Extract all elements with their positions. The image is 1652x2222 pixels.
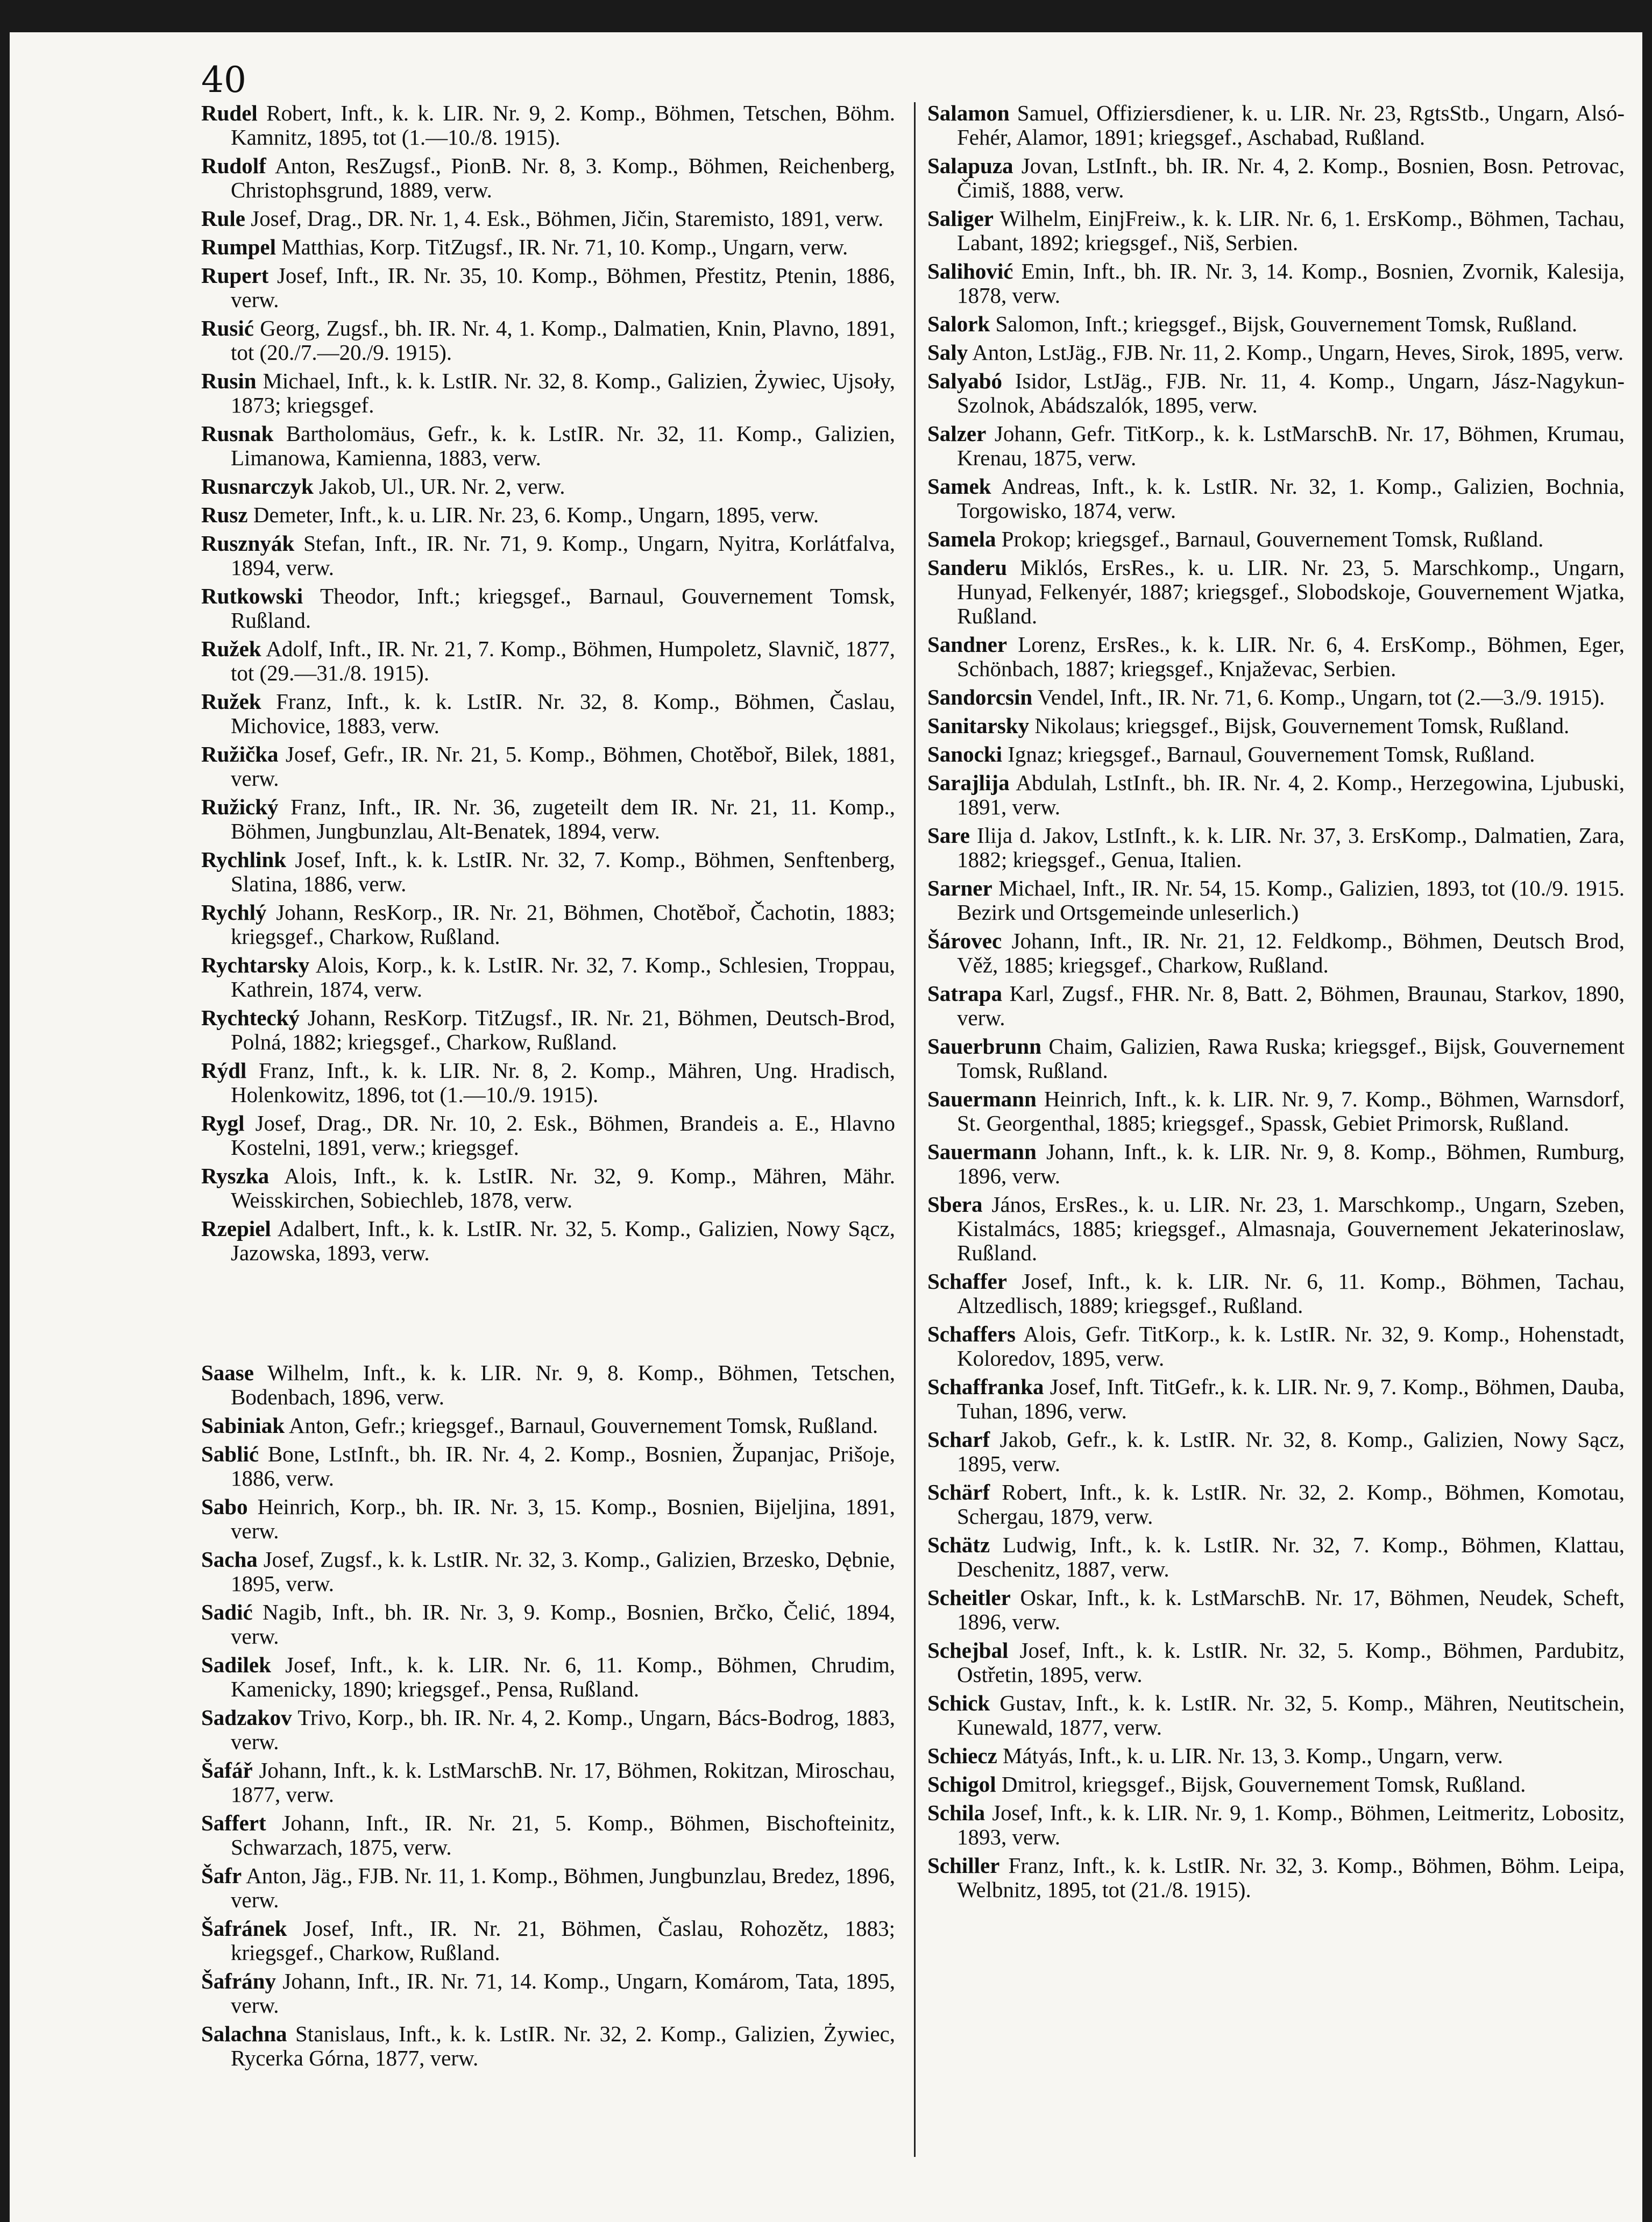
register-entry [927, 312, 1625, 336]
entry-surname: Saly [927, 340, 968, 365]
entry-details: Nikolaus; kriegsgef., Bijsk, Gouvernement Tomsk, Rußland. [1029, 713, 1570, 738]
entry-surname: Šárovec [927, 928, 1002, 953]
entry-surname: Rusin [201, 368, 257, 393]
entry-surname: Sare [927, 823, 970, 848]
entry-surname: Sandorcsin [927, 685, 1033, 709]
entry-surname: Sanocki [927, 742, 1002, 766]
entry-details: Theodor, Inft.; kriegsgef., Barnaul, Gouvernement Tomsk, Rußland. [231, 584, 895, 633]
entry-surname: Scheitler [927, 1585, 1011, 1610]
document-page [10, 32, 1642, 2222]
entry-details: Bone, LstInft., bh. IR. Nr. 4, 2. Komp., Bosnien, Županjac, Prišoje, 1886, verw. [231, 1442, 895, 1490]
entry-surname: Ružek [201, 689, 261, 714]
entry-details: Franz, Inft., IR. Nr. 36, zugeteilt dem IR. Nr. 21, 11. Komp., Böhmen, Jungbunzlau, Alt-Benatek, 1894, verw. [231, 794, 895, 843]
register-entry [927, 1269, 1625, 1318]
entry-surname: Rumpel [201, 235, 276, 259]
register-entry [201, 207, 895, 231]
entry-details: Salomon, Inft.; kriegsgef., Bijsk, Gouvernement Tomsk, Rußland. [990, 311, 1578, 336]
entry-surname: Rzepiel [201, 1216, 271, 1241]
entry-details: Franz, Inft., k. k. LIR. Nr. 8, 2. Komp., Mähren, Ung. Hradisch, Holenkowitz, 1896, tot (1.—10./9. 1915). [231, 1058, 895, 1107]
entry-surname: Salamon [927, 101, 1010, 125]
register-entry [927, 474, 1625, 523]
entry-details: Alois, Korp., k. k. LstIR. Nr. 32, 7. Komp., Schlesien, Troppau, Kathrein, 1874, verw. [231, 953, 895, 1002]
entry-surname: Šafránek [201, 1916, 287, 1941]
entry-details: Andreas, Inft., k. k. LstIR. Nr. 32, 1. Komp., Galizien, Bochnia, Torgowisko, 1874, verw. [957, 474, 1625, 523]
entry-details: Johann, ResKorp., IR. Nr. 21, Böhmen, Chotěboř, Čachotin, 1883; kriegsgef., Charkow, Rußland. [231, 900, 895, 949]
entry-details: Bartholomäus, Gefr., k. k. LstIR. Nr. 32, 11. Komp., Galizien, Limanowa, Kamienna, 1883, verw. [231, 421, 895, 470]
entry-surname: Rusznyák [201, 531, 295, 556]
register-entry [201, 1653, 895, 1701]
register-entry [201, 154, 895, 202]
entry-surname: Schiecz [927, 1743, 997, 1768]
register-entry [927, 1192, 1625, 1265]
entry-surname: Rusnarczyk [201, 474, 314, 499]
entry-surname: Samela [927, 527, 996, 551]
entry-details: Josef, Inft., k. k. LstIR. Nr. 32, 5. Komp., Böhmen, Pardubitz, Ostřetin, 1895, verw. [957, 1638, 1625, 1687]
entry-surname: Schaffer [927, 1269, 1008, 1294]
register-entry [201, 1547, 895, 1596]
register-entry [927, 1322, 1625, 1371]
register-entry [201, 1217, 895, 1265]
register-entry [927, 876, 1625, 925]
entry-details: Johann, Inft., k. k. LIR. Nr. 9, 8. Komp., Böhmen, Rumburg, 1896, verw. [957, 1139, 1625, 1188]
entry-details: Demeter, Inft., k. u. LIR. Nr. 23, 6. Komp., Ungarn, 1895, verw. [247, 502, 819, 527]
entry-details: Franz, Inft., k. k. LstIR. Nr. 32, 8. Komp., Böhmen, Časlau, Michovice, 1883, verw. [231, 689, 895, 738]
entry-details: Heinrich, Inft., k. k. LIR. Nr. 9, 7. Komp., Böhmen, Warnsdorf, St. Georgenthal, 1885; kriegsgef., Spassk, Gebiet Primorsk, Rußland. [957, 1087, 1625, 1135]
entry-details: Johann, Inft., IR. Nr. 21, 5. Komp., Böhmen, Bischofteinitz, Schwarzach, 1875, verw. [231, 1811, 895, 1859]
register-entry [927, 742, 1625, 766]
entry-surname: Rutkowski [201, 584, 303, 608]
register-entry [927, 1375, 1625, 1423]
entry-surname: Saffert [201, 1811, 266, 1835]
entry-surname: Saase [201, 1360, 254, 1385]
register-entry [201, 1361, 895, 1409]
register-entry [927, 1801, 1625, 1849]
register-entry [927, 633, 1625, 681]
register-entry [927, 1087, 1625, 1135]
register-entry [201, 1758, 895, 1807]
entry-details: Dmitrol, kriegsgef., Bijsk, Gouvernement Tomsk, Rußland. [996, 1772, 1526, 1797]
entry-surname: Šafář [201, 1758, 253, 1783]
entry-details: Ludwig, Inft., k. k. LstIR. Nr. 32, 7. Komp., Böhmen, Klattau, Deschenitz, 1887, verw. [957, 1532, 1625, 1581]
entry-details: Georg, Zugsf., bh. IR. Nr. 4, 1. Komp., Dalmatien, Knin, Plavno, 1891, tot (20./7.—20./9. 1915). [231, 316, 895, 365]
entry-details: Josef, Inft., IR. Nr. 21, Böhmen, Časlau, Rohozětz, 1883; kriegsgef., Charkow, Rußland. [231, 1916, 895, 1965]
entry-details: Isidor, LstJäg., FJB. Nr. 11, 4. Komp., Ungarn, Jász-Nagykun-Szolnok, Abádszalók, 1895, verw. [957, 368, 1625, 417]
register-entry [201, 1495, 895, 1543]
register-entry [927, 1744, 1625, 1768]
section-gap [201, 1269, 895, 1361]
entry-details: János, ErsRes., k. u. LIR. Nr. 23, 1. Marschkomp., Ungarn, Szeben, Kistalmács, 1885; kriegsgef., Almasnaja, Gouvernement Jekaterinoslaw, Rußland. [957, 1192, 1625, 1265]
register-entry [201, 101, 895, 150]
register-entry [927, 685, 1625, 709]
entry-surname: Rýdl [201, 1058, 247, 1083]
entry-details: Franz, Inft., k. k. LstIR. Nr. 32, 3. Komp., Böhmen, Böhm. Leipa, Welbnitz, 1895, tot (21./8. 1915). [957, 1853, 1625, 1902]
register-entry [927, 369, 1625, 417]
entry-details: Alois, Gefr. TitKorp., k. k. LstIR. Nr. 32, 9. Komp., Hohenstadt, Koloredov, 1895, verw. [957, 1322, 1625, 1371]
register-entry [201, 503, 895, 527]
entry-surname: Rusić [201, 316, 254, 340]
entry-details: Jakob, Ul., UR. Nr. 2, verw. [313, 474, 565, 499]
register-entry [927, 1772, 1625, 1797]
entry-details: Johann, ResKorp. TitZugsf., IR. Nr. 21, Böhmen, Deutsch-Brod, Polná, 1882; kriegsgef., Charkow, Rußland. [231, 1005, 895, 1054]
register-entry [201, 531, 895, 580]
register-entry [927, 556, 1625, 628]
entry-surname: Ryszka [201, 1163, 270, 1188]
right-column [927, 101, 1625, 1906]
entry-details: Johann, Inft., IR. Nr. 21, 12. Feldkomp., Böhmen, Deutsch Brod, Věž, 1885; kriegsgef., Charkow, Rußland. [957, 928, 1625, 977]
entry-details: Samuel, Offiziersdiener, k. u. LIR. Nr. 23, RgtsStb., Ungarn, Alsó-Fehér, Alamor, 1891; kriegsgef., Aschabad, Rußland. [957, 101, 1625, 150]
register-entry [927, 422, 1625, 470]
left-column [201, 101, 895, 2075]
entry-surname: Sbera [927, 1192, 983, 1217]
register-entry [927, 982, 1625, 1030]
entry-surname: Sabo [201, 1494, 248, 1519]
entry-details: Anton, LstJäg., FJB. Nr. 11, 2. Komp., Ungarn, Heves, Sirok, 1895, verw. [968, 340, 1624, 365]
entry-surname: Sauermann [927, 1139, 1037, 1164]
entry-details: Josef, Inft., k. k. LstIR. Nr. 32, 7. Komp., Böhmen, Senftenberg, Slatina, 1886, verw. [231, 847, 895, 896]
entry-details: Ilija d. Jakov, LstInft., k. k. LIR. Nr. 37, 3. ErsKomp., Dalmatien, Zara, 1882; kriegsgef., Genua, Italien. [957, 823, 1625, 872]
entry-surname: Rudolf [201, 153, 266, 178]
register-entry [927, 824, 1625, 872]
register-entry [201, 1916, 895, 1965]
register-entry [201, 369, 895, 417]
entry-details: Heinrich, Korp., bh. IR. Nr. 3, 15. Komp., Bosnien, Bijeljina, 1891, verw. [231, 1494, 895, 1543]
entry-surname: Schaffers [927, 1322, 1016, 1346]
entry-surname: Salzer [927, 421, 987, 446]
register-entry [927, 101, 1625, 150]
entry-details: Oskar, Inft., k. k. LstMarschB. Nr. 17, Böhmen, Neudek, Scheft, 1896, verw. [957, 1585, 1625, 1634]
entry-surname: Sabiniak [201, 1413, 285, 1438]
register-entry [201, 1164, 895, 1212]
register-entry [201, 795, 895, 843]
register-entry [927, 1586, 1625, 1634]
register-entry [201, 1414, 895, 1438]
entry-surname: Sadić [201, 1600, 253, 1624]
entry-surname: Samek [927, 474, 991, 499]
register-entry [927, 1480, 1625, 1529]
entry-surname: Salachna [201, 2021, 287, 2046]
entry-surname: Schigol [927, 1772, 996, 1797]
entry-surname: Schärf [927, 1480, 990, 1504]
register-entry [927, 1034, 1625, 1083]
entry-details: Miklós, ErsRes., k. u. LIR. Nr. 23, 5. Marschkomp., Ungarn, Hunyad, Felkenyér, 1887; kriegsgef., Slobodskoje, Gouvernement Wjatka, Rußland. [957, 555, 1625, 628]
register-entry [927, 207, 1625, 255]
register-entry [927, 714, 1625, 738]
entry-details: Michael, Inft., IR. Nr. 54, 15. Komp., Galizien, 1893, tot (10./9. 1915. Bezirk und Ortsgemeinde unleserlich.) [957, 876, 1625, 925]
entry-surname: Ružička [201, 742, 279, 766]
entry-surname: Schiller [927, 1853, 1000, 1878]
register-entry [927, 154, 1625, 202]
entry-surname: Salork [927, 311, 990, 336]
entry-surname: Rygl [201, 1111, 245, 1135]
entry-surname: Satrapa [927, 981, 1002, 1006]
entry-surname: Rychlý [201, 900, 267, 925]
entry-surname: Sanitarsky [927, 713, 1030, 738]
register-entry [927, 1140, 1625, 1188]
register-entry [201, 1969, 895, 2018]
entry-details: Josef, Gefr., IR. Nr. 21, 5. Komp., Böhmen, Chotěboř, Bilek, 1881, verw. [231, 742, 895, 791]
register-entry [201, 584, 895, 633]
entry-details: Anton, ResZugsf., PionB. Nr. 8, 3. Komp., Böhmen, Reichenberg, Christophsgrund, 1889, verw. [231, 153, 895, 202]
entry-details: Anton, Gefr.; kriegsgef., Barnaul, Gouvernement Tomsk, Rußland. [285, 1413, 878, 1438]
register-entry [201, 1811, 895, 1859]
entry-details: Alois, Inft., k. k. LstIR. Nr. 32, 9. Komp., Mähren, Mähr. Weisskirchen, Sobiechleb, 1878, verw. [231, 1163, 895, 1212]
register-entry [927, 1854, 1625, 1902]
entry-surname: Sauerbrunn [927, 1034, 1041, 1059]
entry-details: Mátyás, Inft., k. u. LIR. Nr. 13, 3. Komp., Ungarn, verw. [997, 1743, 1503, 1768]
entry-details: Johann, Inft., k. k. LstMarschB. Nr. 17, Böhmen, Rokitzan, Miroschau, 1877, verw. [231, 1758, 895, 1807]
register-entry [201, 1706, 895, 1754]
entry-details: Karl, Zugsf., FHR. Nr. 8, Batt. 2, Böhmen, Braunau, Starkov, 1890, verw. [957, 981, 1625, 1030]
entry-details: Trivo, Korp., bh. IR. Nr. 4, 2. Komp., Ungarn, Bács-Bodrog, 1883, verw. [231, 1705, 895, 1754]
entry-surname: Ružický [201, 794, 279, 819]
entry-surname: Rule [201, 206, 245, 231]
entry-details: Gustav, Inft., k. k. LstIR. Nr. 32, 5. Komp., Mähren, Neutitschein, Kunewald, 1877, verw. [957, 1691, 1625, 1740]
register-entry [201, 1442, 895, 1490]
entry-surname: Sadzakov [201, 1705, 292, 1730]
register-entry [201, 1600, 895, 1649]
entry-surname: Rudel [201, 101, 258, 125]
register-entry [201, 264, 895, 312]
entry-surname: Rychtarsky [201, 953, 310, 977]
register-entry [927, 771, 1625, 819]
entry-details: Josef, Inft., k. k. LIR. Nr. 6, 11. Komp., Böhmen, Chrudim, Kamenicky, 1890; kriegsgef., Pensa, Rußland. [231, 1652, 895, 1701]
entry-surname: Salihović [927, 259, 1013, 283]
entry-surname: Schick [927, 1691, 990, 1715]
entry-details: Robert, Inft., k. k. LstIR. Nr. 32, 2. Komp., Böhmen, Komotau, Schergau, 1879, verw. [957, 1480, 1625, 1529]
entry-details: Johann, Gefr. TitKorp., k. k. LstMarschB. Nr. 17, Böhmen, Krumau, Krenau, 1875, verw. [957, 421, 1625, 470]
entry-details: Ignaz; kriegsgef., Barnaul, Gouvernement Tomsk, Rußland. [1002, 742, 1535, 766]
entry-details: Lorenz, ErsRes., k. k. LIR. Nr. 6, 4. ErsKomp., Böhmen, Eger, Schönbach, 1887; kriegsgef., Knjaževac, Serbien. [957, 632, 1625, 681]
entry-details: Stefan, Inft., IR. Nr. 71, 9. Komp., Ungarn, Nyitra, Korlátfalva, 1894, verw. [231, 531, 895, 580]
register-entry [201, 953, 895, 1002]
entry-surname: Sarajlija [927, 770, 1010, 795]
entry-details: Robert, Inft., k. k. LIR. Nr. 9, 2. Komp., Böhmen, Tetschen, Böhm. Kamnitz, 1895, tot (1.—10./8. 1915). [231, 101, 895, 150]
register-entry [927, 1638, 1625, 1687]
entry-details: Josef, Drag., DR. Nr. 10, 2. Esk., Böhmen, Brandeis a. E., Hlavno Kostelni, 1891, verw.; kriegsgef. [231, 1111, 895, 1160]
entry-surname: Salapuza [927, 153, 1013, 178]
register-entry [201, 637, 895, 685]
entry-surname: Rychtecký [201, 1005, 300, 1030]
entry-details: Anton, Jäg., FJB. Nr. 11, 1. Komp., Böhmen, Jungbunzlau, Bredez, 1896, verw. [231, 1863, 895, 1912]
entry-surname: Sablić [201, 1442, 259, 1466]
entry-surname: Schätz [927, 1532, 990, 1557]
entry-surname: Rusnak [201, 421, 274, 446]
register-entry [927, 1533, 1625, 1581]
register-entry [201, 422, 895, 470]
entry-surname: Sauermann [927, 1087, 1037, 1111]
entry-details: Josef, Inft., IR. Nr. 35, 10. Komp., Böhmen, Přestitz, Ptenin, 1886, verw. [231, 263, 895, 312]
entry-details: Nagib, Inft., bh. IR. Nr. 3, 9. Komp., Bosnien, Brčko, Čelić, 1894, verw. [231, 1600, 895, 1649]
entry-surname: Saliger [927, 206, 994, 231]
entry-details: Wilhelm, Inft., k. k. LIR. Nr. 9, 8. Komp., Böhmen, Tetschen, Bodenbach, 1896, verw. [231, 1360, 895, 1409]
register-entry [201, 2022, 895, 2070]
entry-details: Michael, Inft., k. k. LstIR. Nr. 32, 8. Komp., Galizien, Żywiec, Ujsoły, 1873; kriegsgef. [231, 368, 895, 417]
register-entry [201, 235, 895, 259]
register-entry [201, 1864, 895, 1912]
entry-surname: Sadilek [201, 1652, 271, 1677]
register-entry [927, 527, 1625, 551]
entry-details: Josef, Inft., k. k. LIR. Nr. 9, 1. Komp., Böhmen, Leitmeritz, Lobositz, 1893, verw. [957, 1800, 1625, 1849]
entry-surname: Ružek [201, 636, 261, 661]
entry-surname: Schaffranka [927, 1374, 1044, 1399]
register-entry [201, 1059, 895, 1107]
entry-surname: Sarner [927, 876, 992, 900]
entry-details: Prokop; kriegsgef., Barnaul, Gouvernement Tomsk, Rußland. [996, 527, 1544, 551]
register-entry [201, 1006, 895, 1054]
register-entry [927, 1691, 1625, 1740]
register-entry [201, 1111, 895, 1160]
register-entry [201, 848, 895, 896]
entry-details: Abdulah, LstInft., bh. IR. Nr. 4, 2. Komp., Herzegowina, Ljubuski, 1891, verw. [957, 770, 1625, 819]
entry-details: Stanislaus, Inft., k. k. LstIR. Nr. 32, 2. Komp., Galizien, Żywiec, Rycerka Górna, 1877, verw. [231, 2021, 895, 2070]
column-divider [914, 102, 916, 2157]
entry-details: Jakob, Gefr., k. k. LstIR. Nr. 32, 8. Komp., Galizien, Nowy Sącz, 1895, verw. [957, 1427, 1625, 1476]
entry-surname: Rupert [201, 263, 269, 288]
entry-surname: Sacha [201, 1547, 258, 1572]
entry-surname: Šafr [201, 1863, 242, 1888]
register-entry [201, 742, 895, 791]
entry-details: Josef, Zugsf., k. k. LstIR. Nr. 32, 3. Komp., Galizien, Brzesko, Dębnie, 1895, verw. [231, 1547, 895, 1596]
entry-details: Josef, Inft. TitGefr., k. k. LIR. Nr. 9, 7. Komp., Böhmen, Dauba, Tuhan, 1896, verw. [957, 1374, 1625, 1423]
entry-surname: Salyabó [927, 368, 1002, 393]
page-number: 40 [201, 59, 246, 101]
entry-details: Josef, Inft., k. k. LIR. Nr. 6, 11. Komp., Böhmen, Tachau, Altzedlisch, 1889; kriegsgef., Rußland. [957, 1269, 1625, 1318]
entry-surname: Schila [927, 1800, 985, 1825]
register-entry [927, 340, 1625, 365]
entry-surname: Sanderu [927, 555, 1008, 580]
entry-details: Jovan, LstInft., bh. IR. Nr. 4, 2. Komp., Bosnien, Bosn. Petrovac, Čimiš, 1888, verw. [957, 153, 1625, 202]
register-entry [201, 690, 895, 738]
entry-details: Emin, Inft., bh. IR. Nr. 3, 14. Komp., Bosnien, Zvornik, Kalesija, 1878, verw. [957, 259, 1625, 308]
entry-details: Vendel, Inft., IR. Nr. 71, 6. Komp., Ungarn, tot (2.—3./9. 1915). [1032, 685, 1605, 709]
entry-details: Wilhelm, EinjFreiw., k. k. LIR. Nr. 6, 1. ErsKomp., Böhmen, Tachau, Labant, 1892; kriegsgef., Niš, Serbien. [957, 206, 1625, 255]
register-entry [927, 1428, 1625, 1476]
entry-surname: Schejbal [927, 1638, 1009, 1663]
entry-details: Johann, Inft., IR. Nr. 71, 14. Komp., Ungarn, Komárom, Tata, 1895, verw. [231, 1969, 895, 2018]
entry-surname: Rychlink [201, 847, 287, 872]
entry-details: Matthias, Korp. TitZugsf., IR. Nr. 71, 10. Komp., Ungarn, verw. [275, 235, 848, 259]
entry-details: Josef, Drag., DR. Nr. 1, 4. Esk., Böhmen, Jičin, Staremisto, 1891, verw. [245, 206, 884, 231]
register-entry [927, 259, 1625, 308]
entry-details: Adalbert, Inft., k. k. LstIR. Nr. 32, 5. Komp., Galizien, Nowy Sącz, Jazowska, 1893, verw. [231, 1216, 895, 1265]
entry-surname: Scharf [927, 1427, 990, 1452]
register-entry [201, 316, 895, 365]
entry-surname: Sandner [927, 632, 1008, 657]
entry-details: Adolf, Inft., IR. Nr. 21, 7. Komp., Böhmen, Humpoletz, Slavnič, 1877, tot (29.—31./8. 1915). [231, 636, 895, 685]
register-entry [201, 474, 895, 499]
register-entry [927, 929, 1625, 977]
entry-details: Chaim, Galizien, Rawa Ruska; kriegsgef., Bijsk, Gouvernement Tomsk, Rußland. [957, 1034, 1625, 1083]
entry-surname: Šafrány [201, 1969, 276, 1993]
entry-surname: Rusz [201, 502, 248, 527]
register-entry [201, 900, 895, 949]
